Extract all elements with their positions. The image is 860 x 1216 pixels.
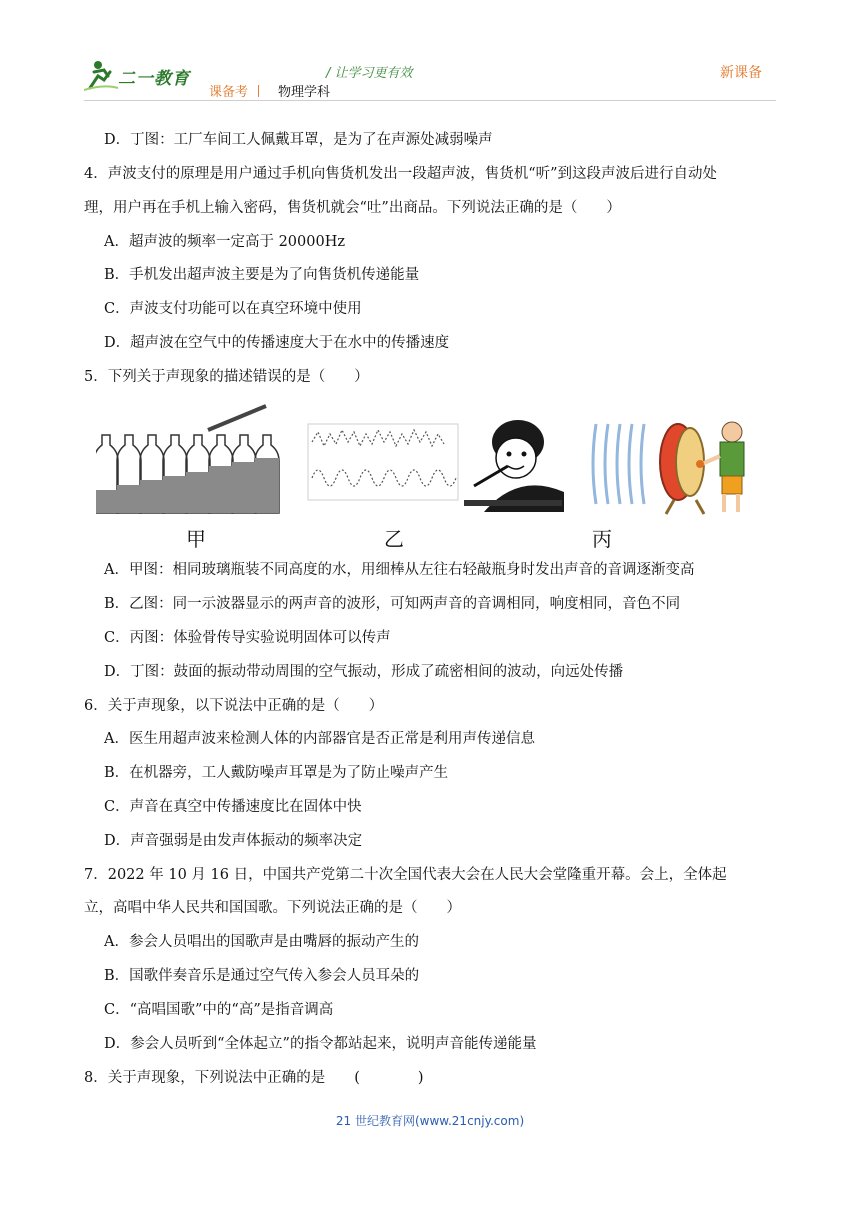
q5-option-b: B．乙图：同一示波器显示的两声音的波形，可知两声音的音调相同，响度相同，音色不同 [104, 596, 681, 612]
header-brand: 新课备 [720, 65, 762, 81]
q6-option-a: A．医生用超声波来检测人体的内部器官是否正常是利用声传递信息 [104, 731, 535, 747]
q7-option-d: D．参会人员听到“全体起立”的指令都站起来，说明声音能传递能量 [104, 1036, 537, 1052]
q6-option-d: D．声音强弱是由发声体振动的频率决定 [104, 833, 363, 849]
header-subject: 物理学科 [278, 85, 331, 100]
q7-option-a: A．参会人员唱出的国歌声是由嘴唇的振动产生的 [104, 934, 419, 950]
figure-label-bing: 丙 [592, 527, 612, 551]
q4-option-d: D．超声波在空气中的传播速度大于在水中的传播速度 [104, 335, 450, 351]
page-header [0, 0, 860, 110]
q4-option-c: C．声波支付功能可以在真空环境中使用 [104, 301, 362, 317]
q6-option-c: C．声音在真空中传播速度比在固体中快 [104, 799, 362, 815]
q5-option-a: A．甲图：相同玻璃瓶装不同高度的水，用细棒从左往右轻敲瓶身时发出声音的音调逐渐变高 [104, 562, 695, 578]
q3-option-d: D．丁图：工厂车间工人佩戴耳罩，是为了在声源处减弱噪声 [104, 132, 493, 148]
q4-option-a: A．超声波的频率一定高于 20000Hz [104, 234, 345, 250]
q5-option-c: C．丙图：体验骨传导实验说明固体可以传声 [104, 630, 391, 646]
q7-stem-line2: 立，高唱中华人民共和国国歌。下列说法正确的是（ ） [84, 900, 461, 916]
drum-illustration [593, 422, 744, 514]
bottles-illustration [96, 406, 279, 513]
q7-option-b: B．国歌伴奏音乐是通过空气传入参会人员耳朵的 [104, 968, 420, 984]
bone-conduction-illustration [464, 420, 564, 512]
q8-stem: 8．关于声现象，下列说法中正确的是 ( ) [84, 1070, 424, 1086]
q5-figure [96, 400, 756, 555]
q4-stem-line1: 4．声波支付的原理是用户通过手机向售货机发出一段超声波，售货机“听”到这段声波后进行自动处 [84, 166, 718, 182]
logo-text: 二一教育 [118, 69, 190, 89]
q7-option-c: C．“高唱国歌”中的“高”是指音调高 [104, 1002, 334, 1018]
q7-stem-line1: 7．2022 年 10 月 16 日，中国共产党第二十次全国代表大会在人民大会堂隆重开幕。会上，全体起 [84, 867, 727, 883]
page-footer: 21 世纪教育网(www.21cnjy.com) [335, 1114, 525, 1128]
header-course: 课备考 丨 [209, 85, 266, 100]
header-divider [84, 100, 776, 101]
oscilloscope-waveforms [308, 424, 458, 500]
q4-stem-line2: 理，用户再在手机上输入密码，售货机就会“吐”出商品。下列说法正确的是（ ） [84, 200, 621, 216]
figure-label-yi: 乙 [384, 527, 404, 551]
figure-label-jia: 甲 [186, 527, 206, 551]
q4-option-b: B．手机发出超声波主要是为了向售货机传递能量 [104, 267, 420, 283]
header-slogan: / 让学习更有效 [326, 66, 413, 81]
q6-stem: 6．关于声现象，以下说法中正确的是（ ） [84, 698, 384, 714]
q5-option-d: D．丁图：鼓面的振动带动周围的空气振动，形成了疏密相间的波动，向远处传播 [104, 664, 624, 680]
q6-option-b: B．在机器旁，工人戴防噪声耳罩是为了防止噪声产生 [104, 765, 449, 781]
q5-stem: 5．下列关于声现象的描述错误的是（ ） [84, 369, 369, 385]
